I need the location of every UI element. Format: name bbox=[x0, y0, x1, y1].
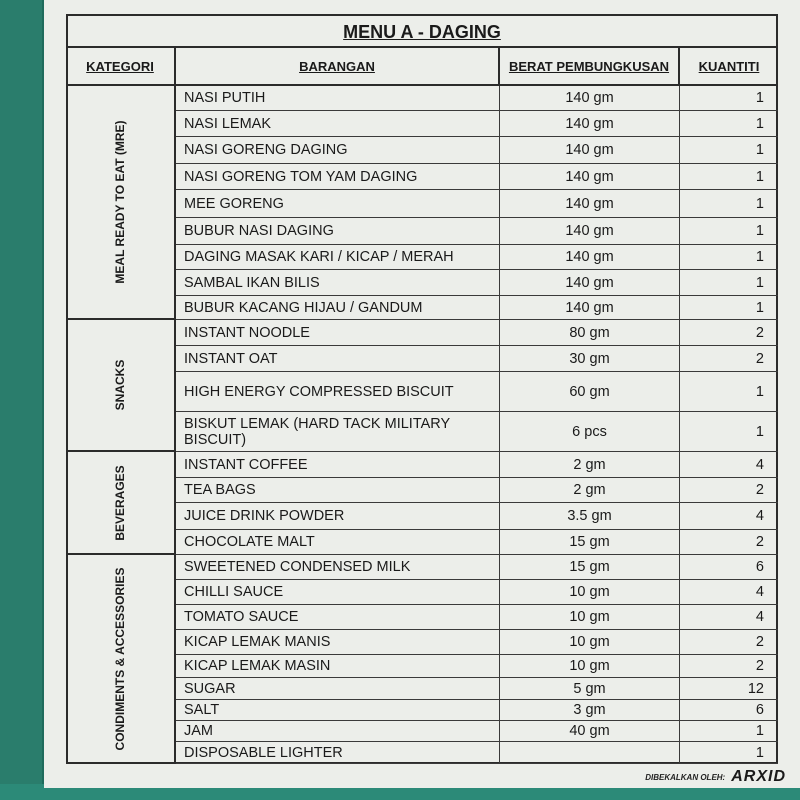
item-quantity: 4 bbox=[755, 609, 764, 625]
table-row bbox=[176, 742, 778, 764]
footer-label: DIBEKALKAN OLEH: bbox=[645, 772, 726, 782]
item-name: NASI GORENG DAGING bbox=[176, 137, 500, 163]
item-name: DAGING MASAK KARI / KICAP / MERAH bbox=[176, 245, 500, 269]
table-row bbox=[176, 164, 778, 190]
category-cell bbox=[66, 86, 176, 320]
table-row bbox=[176, 478, 778, 503]
item-quantity: 1 bbox=[755, 723, 764, 739]
item-quantity: 4 bbox=[755, 584, 764, 600]
item-quantity: 1 bbox=[755, 195, 764, 212]
item-name: BUBUR NASI DAGING bbox=[176, 218, 500, 244]
item-weight: 80 gm bbox=[500, 320, 680, 345]
item-name: SUGAR bbox=[176, 678, 500, 699]
brand-logo: ARXID bbox=[731, 768, 786, 785]
table-row bbox=[176, 190, 778, 218]
item-quantity: 1 bbox=[755, 423, 764, 440]
item-quantity: 2 bbox=[755, 482, 764, 498]
footer bbox=[645, 768, 786, 786]
background-strip-left bbox=[0, 0, 42, 800]
item-quantity: 1 bbox=[755, 223, 764, 239]
table-row bbox=[176, 580, 778, 605]
item-weight: 15 gm bbox=[500, 555, 680, 579]
item-name: KICAP LEMAK MANIS bbox=[176, 630, 500, 654]
item-quantity: 1 bbox=[755, 115, 764, 132]
item-weight: 2 gm bbox=[500, 478, 680, 502]
item-weight: 6 pcs bbox=[500, 412, 680, 451]
item-weight: 140 gm bbox=[500, 296, 680, 319]
header-berat: BERAT PEMBUNGKUSAN bbox=[500, 48, 680, 86]
category-cell bbox=[66, 555, 176, 764]
item-weight: 140 gm bbox=[500, 164, 680, 189]
item-quantity: 2 bbox=[755, 324, 764, 341]
item-weight: 10 gm bbox=[500, 630, 680, 654]
page-title: MENU A - DAGING bbox=[66, 16, 778, 48]
category-label: MEAL READY TO EAT (MRE) bbox=[113, 120, 127, 284]
item-name: TOMATO SAUCE bbox=[176, 605, 500, 629]
table-row bbox=[176, 452, 778, 478]
item-quantity: 2 bbox=[755, 534, 764, 550]
item-name: NASI LEMAK bbox=[176, 111, 500, 136]
item-weight: 140 gm bbox=[500, 245, 680, 269]
item-quantity: 1 bbox=[755, 383, 764, 400]
item-quantity: 2 bbox=[755, 658, 764, 674]
category-label: BEVERAGES bbox=[113, 464, 127, 541]
header-kategori: KATEGORI bbox=[66, 48, 176, 86]
table-row bbox=[176, 530, 778, 555]
table-row bbox=[176, 630, 778, 655]
item-quantity: 1 bbox=[755, 299, 764, 316]
item-weight: 140 gm bbox=[500, 86, 680, 110]
table-row bbox=[176, 503, 778, 530]
table-row bbox=[176, 372, 778, 412]
item-name: SWEETENED CONDENSED MILK bbox=[176, 555, 500, 579]
item-quantity: 6 bbox=[755, 559, 764, 575]
item-quantity: 12 bbox=[747, 680, 764, 697]
item-name: BUBUR KACANG HIJAU / GANDUM bbox=[176, 296, 500, 319]
table-row bbox=[176, 218, 778, 245]
item-name: NASI PUTIH bbox=[176, 86, 500, 110]
item-weight: 3.5 gm bbox=[500, 503, 680, 529]
item-weight: 15 gm bbox=[500, 530, 680, 554]
table-row bbox=[176, 86, 778, 111]
table-row bbox=[176, 605, 778, 630]
item-name: NASI GORENG TOM YAM DAGING bbox=[176, 164, 500, 189]
table-row bbox=[176, 245, 778, 270]
category-label: SNACKS bbox=[113, 359, 127, 411]
item-weight: 140 gm bbox=[500, 137, 680, 163]
item-weight: 140 gm bbox=[500, 190, 680, 217]
item-quantity: 1 bbox=[755, 249, 764, 265]
menu-sheet bbox=[44, 0, 800, 788]
item-name: INSTANT NOODLE bbox=[176, 320, 500, 345]
item-weight: 30 gm bbox=[500, 346, 680, 371]
category-cell bbox=[66, 320, 176, 452]
item-name: DISPOSABLE LIGHTER bbox=[176, 742, 500, 763]
item-quantity: 1 bbox=[755, 744, 764, 761]
item-quantity: 1 bbox=[755, 168, 764, 185]
item-name: SALT bbox=[176, 700, 500, 720]
item-name: BISKUT LEMAK (HARD TACK MILITARY BISCUIT) bbox=[176, 412, 500, 451]
table-row bbox=[176, 137, 778, 164]
table-row bbox=[176, 346, 778, 372]
item-weight: 60 gm bbox=[500, 372, 680, 411]
item-name: CHOCOLATE MALT bbox=[176, 530, 500, 554]
table-row bbox=[176, 721, 778, 742]
item-quantity: 2 bbox=[755, 350, 764, 367]
header-barangan: BARANGAN bbox=[176, 48, 500, 86]
item-name: JAM bbox=[176, 721, 500, 741]
item-quantity: 4 bbox=[755, 508, 764, 524]
item-weight: 10 gm bbox=[500, 605, 680, 629]
item-name: CHILLI SAUCE bbox=[176, 580, 500, 604]
table-row bbox=[176, 111, 778, 137]
item-weight: 140 gm bbox=[500, 111, 680, 136]
item-quantity: 6 bbox=[755, 702, 764, 718]
item-name: SAMBAL IKAN BILIS bbox=[176, 270, 500, 295]
table-row bbox=[176, 700, 778, 721]
item-weight: 5 gm bbox=[500, 678, 680, 699]
header-kuantiti: KUANTITI bbox=[680, 48, 778, 86]
item-quantity: 1 bbox=[755, 90, 764, 106]
table-row bbox=[176, 270, 778, 296]
item-name: INSTANT COFFEE bbox=[176, 452, 500, 477]
table-row bbox=[176, 320, 778, 346]
category-label: CONDIMENTS & ACCESSORIES bbox=[113, 567, 127, 750]
item-name: HIGH ENERGY COMPRESSED BISCUIT bbox=[176, 372, 500, 411]
table-row bbox=[176, 296, 778, 320]
item-weight: 40 gm bbox=[500, 721, 680, 741]
item-quantity: 2 bbox=[755, 634, 764, 650]
item-weight: 140 gm bbox=[500, 270, 680, 295]
item-weight: 140 gm bbox=[500, 218, 680, 244]
table-row bbox=[176, 412, 778, 452]
item-name: INSTANT OAT bbox=[176, 346, 500, 371]
item-name: TEA BAGS bbox=[176, 478, 500, 502]
table-row bbox=[176, 555, 778, 580]
item-name: JUICE DRINK POWDER bbox=[176, 503, 500, 529]
item-weight bbox=[500, 742, 680, 763]
item-name: MEE GORENG bbox=[176, 190, 500, 217]
item-weight: 2 gm bbox=[500, 452, 680, 477]
table-row bbox=[176, 678, 778, 700]
item-quantity: 1 bbox=[755, 142, 764, 158]
item-weight: 10 gm bbox=[500, 580, 680, 604]
category-cell bbox=[66, 452, 176, 555]
item-quantity: 1 bbox=[755, 274, 764, 291]
item-weight: 10 gm bbox=[500, 655, 680, 677]
item-name: KICAP LEMAK MASIN bbox=[176, 655, 500, 677]
item-weight: 3 gm bbox=[500, 700, 680, 720]
item-quantity: 4 bbox=[755, 456, 764, 473]
table-row bbox=[176, 655, 778, 678]
